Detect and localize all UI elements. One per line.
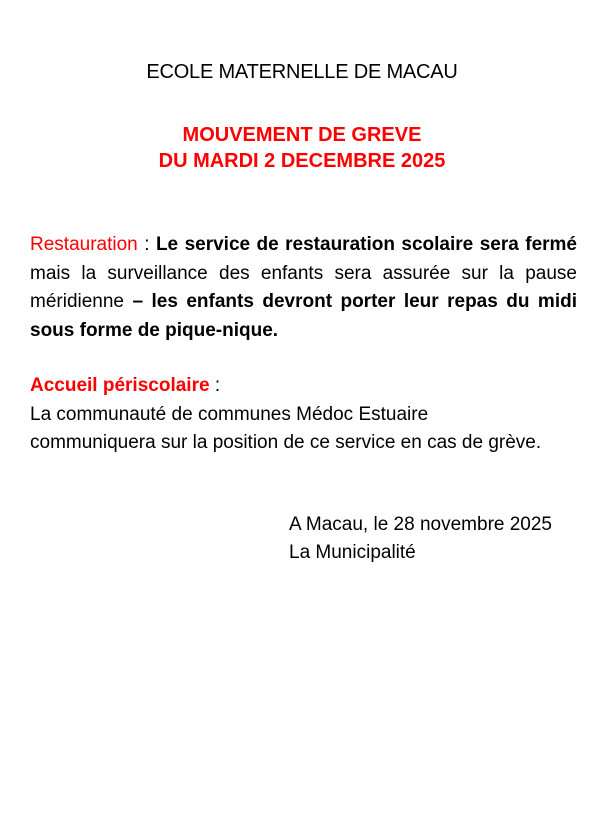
- signature-place-date: A Macau, le 28 novembre 2025: [289, 514, 553, 535]
- restauration-closure-text: Le service de restauration scolaire sera fermé: [155, 234, 577, 255]
- strike-title: [0, 122, 604, 174]
- accueil-heading: [30, 372, 577, 401]
- signature-signer: La Municipalité: [289, 542, 416, 563]
- strike-title-line-1: MOUVEMENT DE GREVE: [182, 124, 422, 146]
- restauration-supervision-text: mais la surveillance des enfants sera assurée sur la pause méridienne: [30, 262, 577, 312]
- accueil-text-line-2: communiquera sur la position de ce service en cas de grève.: [30, 432, 542, 453]
- restauration-separator: :: [137, 234, 156, 255]
- accueil-separator: :: [209, 375, 221, 396]
- restauration-picnic-text: – les enfants devront porter leur repas du midi sous forme de pique-nique.: [30, 291, 577, 341]
- accueil-label: Accueil périscolaire: [30, 375, 210, 396]
- strike-title-line-2: DU MARDI 2 DECEMBRE 2025: [158, 150, 446, 172]
- section-accueil-periscolaire: [30, 372, 577, 458]
- section-restauration: [30, 231, 577, 345]
- school-name: ECOLE MATERNELLE DE MACAU: [146, 61, 458, 83]
- restauration-label: Restauration: [30, 234, 138, 255]
- signature-block: [289, 511, 552, 567]
- accueil-text-line-1: La communauté de communes Médoc Estuaire: [30, 403, 429, 425]
